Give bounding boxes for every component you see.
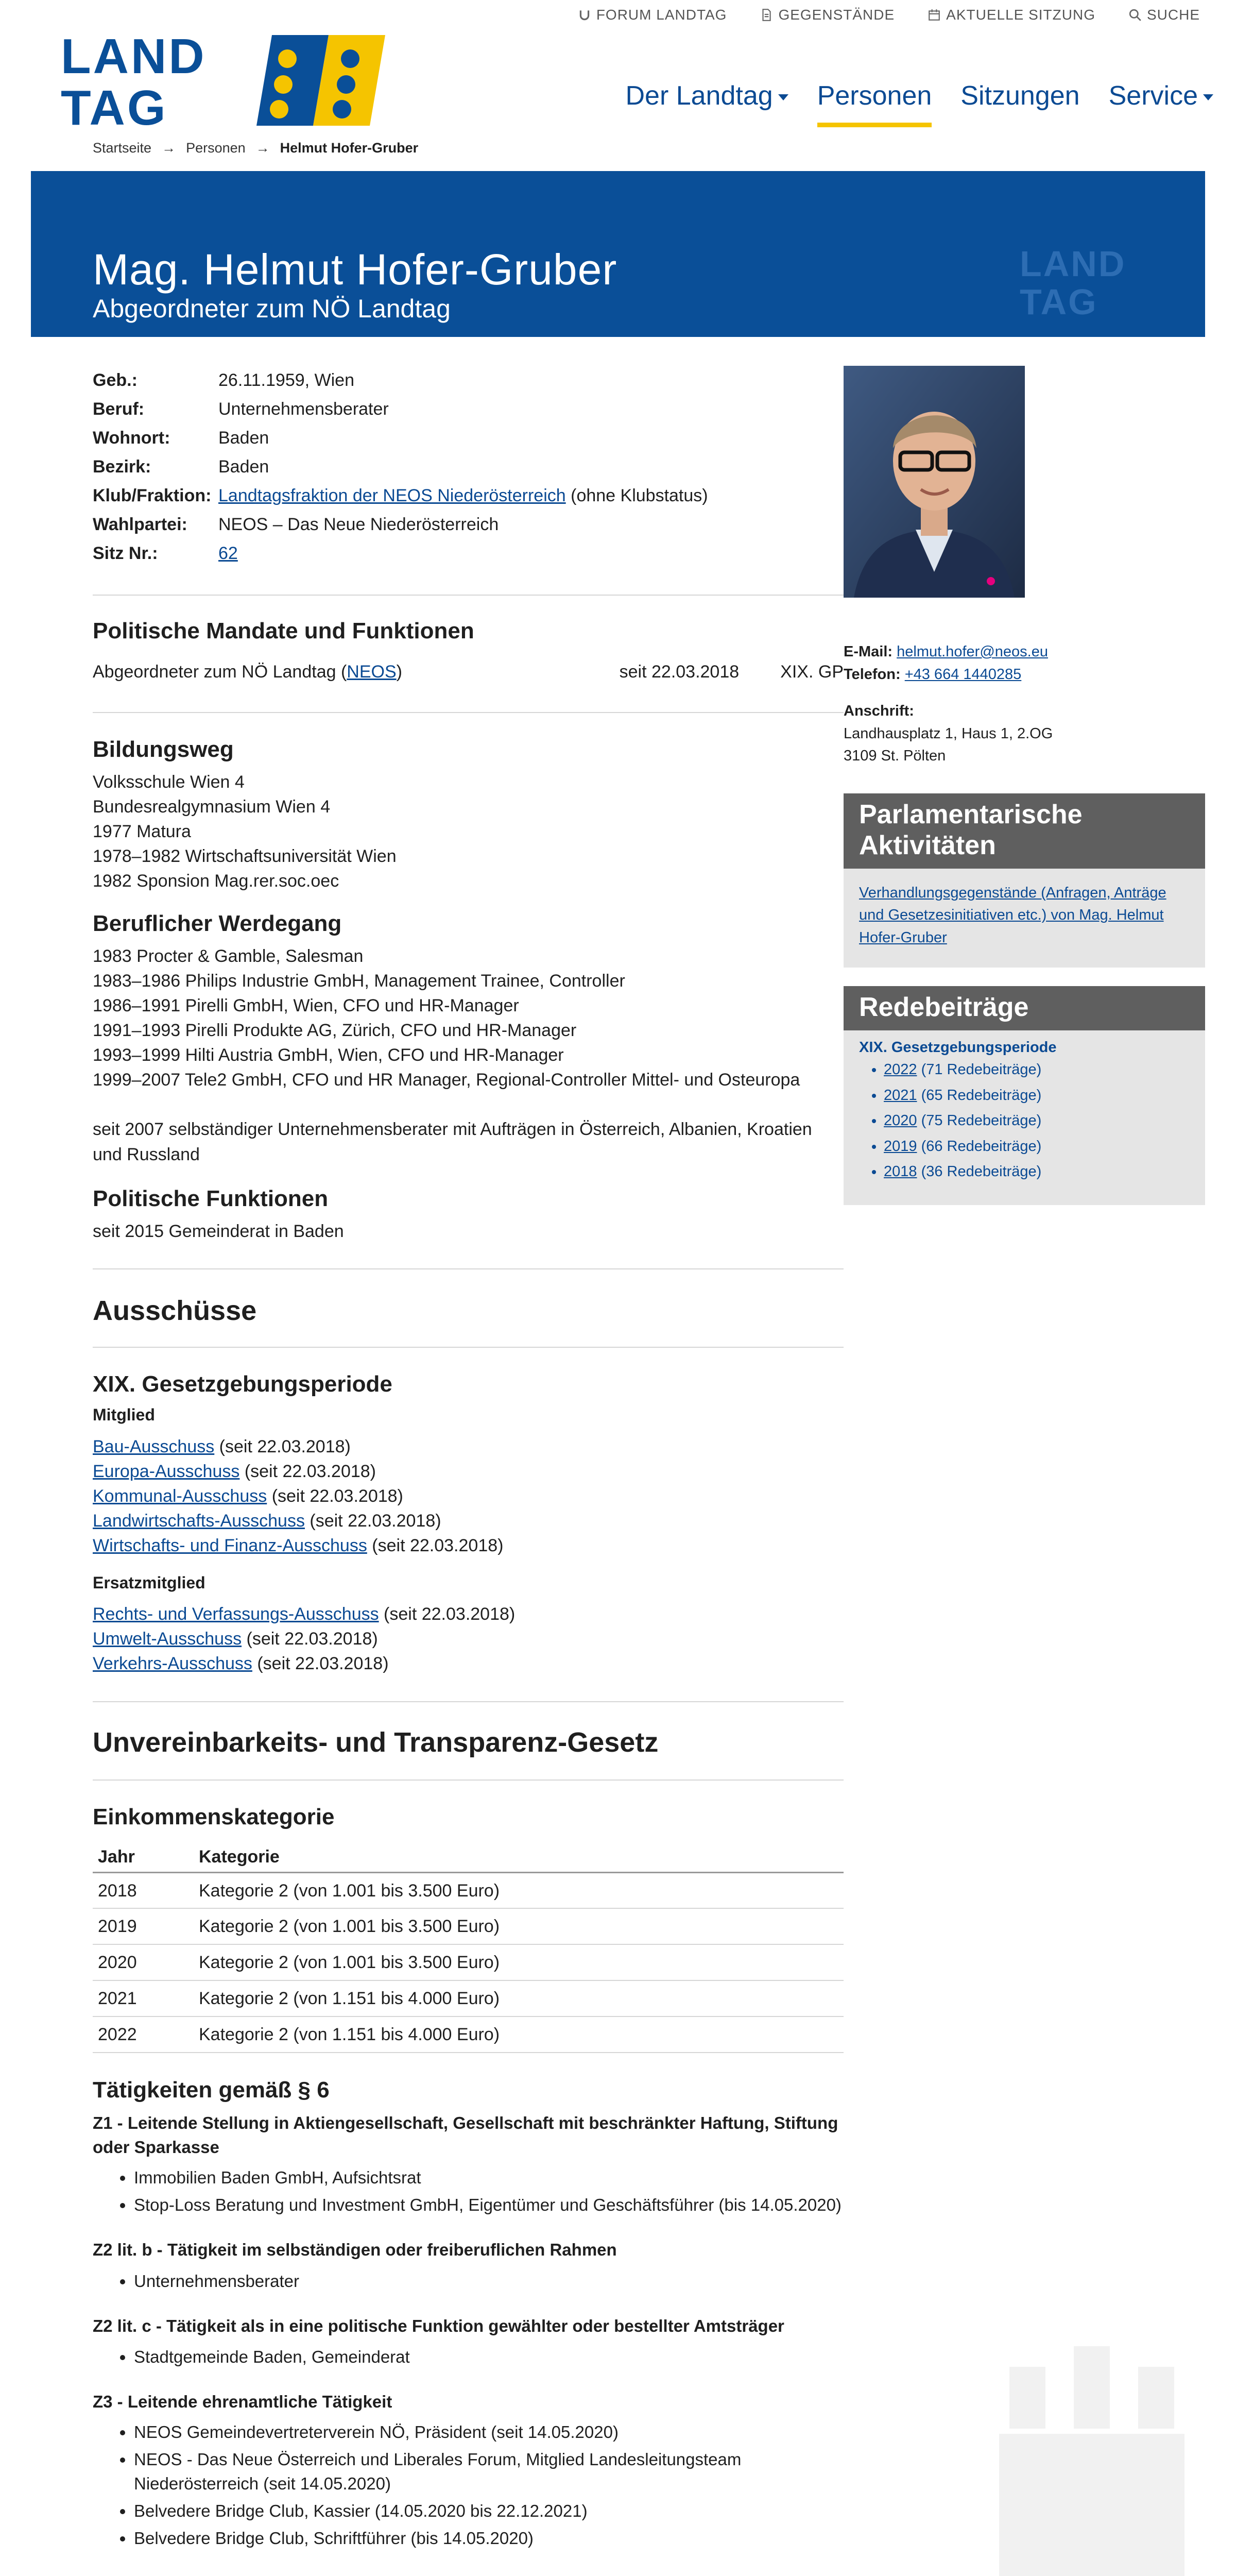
logo-text-tag: TAG: [61, 80, 168, 129]
beruf-heading: Beruflicher Werdegang: [93, 911, 342, 936]
table-row: [93, 1944, 844, 1980]
utility-sitzung-link[interactable]: [928, 5, 1095, 25]
email-label: E-Mail:: [844, 643, 893, 660]
taetigkeiten-section: [93, 2074, 844, 2554]
list-item: 1991–1993 Pirelli Produkte AG, Zürich, CFO und HR-Manager: [93, 1021, 577, 1041]
nav-der-landtag-label: Der Landtag: [625, 81, 773, 111]
mandate-meta: [620, 659, 844, 684]
rede-count: (75 Redebeiträge): [921, 1112, 1042, 1129]
calendar-icon: [928, 8, 941, 22]
profile-value: 26.11.1959, Wien: [218, 370, 354, 390]
ausschuss-since: (seit 22.03.2018): [239, 1461, 376, 1481]
arrow-right-icon: →: [162, 140, 176, 156]
utg-heading: Unvereinbarkeits- und Transparenz-Gesetz: [93, 1727, 659, 1758]
profile-row: [93, 395, 708, 423]
einkommen-heading: Einkommenskategorie: [93, 1804, 335, 1829]
list-item: 1999–2007 Tele2 GmbH, CFO und HR Manager, Regional-Controller Mittel- und Osteuropa: [93, 1070, 800, 1090]
breadcrumb-current: Helmut Hofer-Gruber: [280, 140, 419, 156]
list-item: • Immobilien Baden GmbH, Aufsichtsrat: [134, 2166, 844, 2190]
email-link[interactable]: helmut.hofer@neos.eu: [897, 643, 1048, 660]
table-cell: 2021: [93, 1980, 194, 2016]
profile-label: Bezirk:: [93, 456, 151, 477]
mandate-row: [93, 659, 844, 684]
einkommen-table: [93, 1841, 844, 2053]
list-item: [93, 1626, 844, 1651]
nav-personen[interactable]: [817, 77, 932, 127]
list-item: 1993–1999 Hilti Austria GmbH, Wien, CFO und HR-Manager: [93, 1045, 564, 1065]
utility-sitzung-label: AKTUELLE SITZUNG: [946, 7, 1095, 23]
group-list: [134, 2269, 844, 2294]
ausschuss-link[interactable]: Kommunal-Ausschuss: [93, 1486, 267, 1506]
rede-year-link[interactable]: 2018: [884, 1163, 917, 1180]
ausschuss-since: (seit 22.03.2018): [367, 1535, 504, 1555]
list-item: 1983–1986 Philips Industrie GmbH, Management Trainee, Controller: [93, 971, 625, 991]
page-title: Mag. Helmut Hofer-Gruber: [93, 245, 617, 294]
mandate-section: [93, 615, 844, 685]
watermark-text-tag: TAG: [1020, 282, 1098, 319]
list-item: • Stadtgemeinde Baden, Gemeinderat: [134, 2345, 844, 2369]
list-item: seit 2007 selbständiger Unternehmensberater mit Aufträgen in Österreich, Albanien, Kroatien und Russland: [93, 1120, 812, 1164]
bildung-list: [93, 770, 844, 893]
rede-year-link[interactable]: 2019: [884, 1138, 917, 1155]
portrait-illustration: [844, 366, 1025, 598]
ausschuss-since: (seit 22.03.2018): [242, 1629, 378, 1649]
ausschuss-link[interactable]: Europa-Ausschuss: [93, 1461, 240, 1481]
ausschuss-link[interactable]: Bau-Ausschuss: [93, 1436, 215, 1456]
list-item: [93, 1484, 844, 1509]
ausschuss-since: (seit 22.03.2018): [252, 1654, 389, 1674]
ausschuss-link[interactable]: Wirtschafts- und Finanz-Ausschuss: [93, 1535, 367, 1555]
sitz-link[interactable]: 62: [218, 543, 238, 563]
list-item: Volksschule Wien 4: [93, 772, 245, 792]
utility-gegenstaende-label: GEGENSTÄNDE: [778, 7, 895, 23]
hero-banner: [31, 171, 1205, 337]
polfunk-heading: Politische Funktionen: [93, 1186, 329, 1211]
nav-service-label: Service: [1108, 81, 1198, 111]
list-item: [884, 1084, 1190, 1107]
group-heading: Z2 lit. b - Tätigkeit im selbständigen oder freiberuflichen Rahmen: [93, 2240, 617, 2259]
list-item: 1983 Procter & Gamble, Salesman: [93, 946, 364, 967]
ersatz-heading: Ersatzmitglied: [93, 1573, 205, 1592]
profile-label: Klub/Fraktion:: [93, 485, 212, 505]
nav-sitzungen-label: Sitzungen: [960, 81, 1080, 111]
profile-row: [93, 481, 708, 510]
fraktion-link[interactable]: Landtagsfraktion der NEOS Niederösterreich: [218, 485, 566, 505]
divider: [93, 712, 844, 713]
profile-value: (ohne Klubstatus): [565, 485, 708, 505]
utility-forum-link[interactable]: [578, 5, 727, 25]
mandate-heading: Politische Mandate und Funktionen: [93, 618, 474, 643]
ausschuesse-section: [93, 1291, 844, 1331]
table-cell: 2019: [93, 1908, 194, 1944]
utility-forum-label: FORUM LANDTAG: [596, 7, 727, 23]
table-cell: Kategorie 2 (von 1.001 bis 3.500 Euro): [194, 1944, 844, 1980]
nav-sitzungen[interactable]: [960, 77, 1079, 127]
group-heading: Z3 - Leitende ehrenamtliche Tätigkeit: [93, 2392, 392, 2412]
list-item: 1977 Matura: [93, 822, 191, 842]
utility-search-label: SUCHE: [1146, 7, 1200, 23]
table-header-row: [93, 1841, 844, 1872]
parl-activities-box: [844, 793, 1205, 968]
mandate-label: [93, 659, 402, 684]
utility-gegenstaende-link[interactable]: [760, 5, 895, 25]
chevron-down-icon: [778, 94, 788, 100]
profile-value: Unternehmensberater: [218, 399, 389, 419]
table-row: [93, 1980, 844, 2016]
list-item: • Belvedere Bridge Club, Schriftführer (bis 14.05.2020): [134, 2527, 844, 2551]
rede-count: (36 Redebeiträge): [921, 1163, 1042, 1180]
page-subtitle: Abgeordneter zum NÖ Landtag: [93, 294, 451, 323]
main-nav: [625, 77, 1213, 127]
rede-year-link[interactable]: 2021: [884, 1087, 917, 1104]
list-item: [93, 1533, 844, 1558]
phone-label: Telefon:: [844, 666, 901, 683]
divider: [93, 1347, 844, 1348]
list-item: • Belvedere Bridge Club, Kassier (14.05.2020 bis 22.12.2021): [134, 2499, 844, 2523]
ausschuss-link[interactable]: Umwelt-Ausschuss: [93, 1629, 242, 1649]
table-row: [93, 1872, 844, 1908]
mandate-label-text: Abgeordneter zum NÖ Landtag (: [93, 662, 347, 682]
arrow-right-icon: →: [255, 140, 270, 156]
group-list: [134, 2420, 844, 2550]
einkommen-section: [93, 1801, 844, 2053]
landtag-logo[interactable]: [61, 32, 390, 129]
list-item: • Stop-Loss Beratung und Investment GmbH, Eigentümer und Geschäftsführer (bis 14.05.2020): [134, 2193, 844, 2217]
watermark-text-land: LAND: [1020, 244, 1126, 284]
parl-activities-heading: Parlamentarische Aktivitäten: [844, 793, 1205, 869]
group-list: [134, 2345, 844, 2369]
address-label: Anschrift:: [844, 703, 914, 719]
utility-nav: [578, 0, 1200, 30]
phone-link[interactable]: +43 664 1440285: [904, 666, 1022, 683]
logo-flag: [256, 35, 385, 126]
ausschuss-since: (seit 22.03.2018): [304, 1511, 441, 1531]
profile-value: Baden: [218, 428, 269, 448]
nav-service[interactable]: [1109, 77, 1213, 127]
coat-of-arms-watermark: [978, 2346, 1205, 2576]
nav-personen-label: Personen: [817, 81, 932, 111]
table-cell: Kategorie 2 (von 1.151 bis 4.000 Euro): [194, 1980, 844, 2016]
parl-activities-link[interactable]: Verhandlungsgegenstände (Anfragen, Anträge und Gesetzesinitiativen etc.) von Mag. Helmut Hofer-Gruber: [859, 884, 1166, 946]
portrait-photo: [844, 366, 1025, 598]
list-item: [93, 1434, 844, 1459]
profile-row: [93, 510, 708, 539]
ausschuss-link[interactable]: Rechts- und Verfassungs-Ausschuss: [93, 1604, 379, 1624]
ersatz-list: [93, 1602, 844, 1676]
main-content: [31, 337, 1205, 2576]
list-item: • NEOS Gemeindevertreterverein NÖ, Präsident (seit 14.05.2020): [134, 2420, 844, 2445]
profile-label: Beruf:: [93, 399, 145, 419]
address-block: [844, 700, 1053, 768]
group-list: [134, 2166, 844, 2217]
list-item: seit 2015 Gemeinderat in Baden: [93, 1222, 344, 1242]
redebeitraege-heading: Redebeiträge: [844, 986, 1205, 1030]
horseshoe-icon: [578, 8, 591, 22]
redebeitraege-list: [884, 1059, 1190, 1183]
logo-text-land: LAND: [61, 32, 207, 84]
neos-link[interactable]: NEOS: [347, 662, 397, 682]
list-item: 1982 Sponsion Mag.rer.soc.oec: [93, 871, 339, 891]
divider: [93, 1701, 844, 1702]
profile-label: Wahlpartei:: [93, 514, 187, 534]
list-item: • NEOS - Das Neue Österreich und Liberales Forum, Mitglied Landesleitungsteam Niederösterreich (seit 14.05.2020): [134, 2448, 844, 2496]
table-cell: 2018: [93, 1872, 194, 1908]
landtag-watermark-logo: [1020, 242, 1174, 319]
column-header: Kategorie: [194, 1841, 844, 1872]
profile-value: NEOS – Das Neue Niederösterreich: [218, 514, 499, 534]
phone-row: [844, 664, 1053, 686]
list-item: [93, 1602, 844, 1626]
beruf-section: [93, 908, 844, 1166]
bildung-section: [93, 734, 844, 893]
address-line: Landhausplatz 1, Haus 1, 2.OG: [844, 725, 1053, 742]
ausschuesse-list-section: [93, 1368, 844, 1676]
list-item: [93, 1459, 844, 1484]
beruf-list: [93, 944, 844, 1166]
divider: [93, 1780, 844, 1781]
parl-activities-body: [844, 869, 1205, 968]
table-cell: 2022: [93, 2016, 194, 2053]
rede-count: (65 Redebeiträge): [921, 1087, 1042, 1104]
chevron-down-icon: [1203, 94, 1213, 100]
ausschuesse-heading: Ausschüsse: [93, 1295, 257, 1326]
group-heading: Z2 lit. c - Tätigkeit als in eine politische Funktion gewählter oder bestellter Amtsträger: [93, 2316, 784, 2335]
list-item: • Unternehmensberater: [134, 2269, 844, 2294]
taetigkeiten-heading: Tätigkeiten gemäß § 6: [93, 2077, 330, 2103]
period-heading: XIX. Gesetzgebungsperiode: [93, 1371, 392, 1397]
redebeitraege-body: [844, 1030, 1205, 1205]
redebeitraege-box: [844, 986, 1205, 1205]
mandate-gp: XIX. GP: [780, 662, 844, 682]
list-item: [884, 1161, 1190, 1183]
utg-section: [93, 1723, 844, 1762]
list-item: Bundesrealgymnasium Wien 4: [93, 797, 331, 817]
list-item: [884, 1059, 1190, 1081]
breadcrumb: [93, 138, 418, 158]
rede-year-link[interactable]: 2022: [884, 1061, 917, 1078]
rede-year-link[interactable]: 2020: [884, 1112, 917, 1129]
divider: [93, 1268, 844, 1269]
profile-value: Baden: [218, 456, 269, 477]
bildung-heading: Bildungsweg: [93, 737, 234, 762]
search-icon: [1128, 8, 1142, 22]
table-cell: Kategorie 2 (von 1.001 bis 3.500 Euro): [194, 1872, 844, 1908]
email-row: [844, 641, 1053, 664]
list-item: [93, 1651, 844, 1676]
breadcrumb-home[interactable]: Startseite: [93, 140, 152, 156]
profile-label: Geb.:: [93, 370, 138, 390]
rede-count: (71 Redebeiträge): [921, 1061, 1042, 1078]
ausschuss-link[interactable]: Landwirtschafts-Ausschuss: [93, 1511, 305, 1531]
profile-row: [93, 366, 708, 395]
table-cell: Kategorie 2 (von 1.151 bis 4.000 Euro): [194, 2016, 844, 2053]
mandate-label-close: ): [396, 662, 402, 682]
column-header: Jahr: [93, 1841, 194, 1872]
profile-row: [93, 423, 708, 452]
contact-block: [844, 641, 1053, 768]
ausschuss-link[interactable]: Verkehrs-Ausschuss: [93, 1654, 252, 1674]
mitglied-list: [93, 1434, 844, 1558]
profile-label: Sitz Nr.:: [93, 543, 158, 563]
divider: [93, 595, 844, 596]
utility-search-link[interactable]: [1128, 5, 1200, 25]
list-item: 1986–1991 Pirelli GmbH, Wien, CFO und HR-Manager: [93, 996, 519, 1016]
table-cell: 2020: [93, 1944, 194, 1980]
document-icon: [760, 8, 773, 22]
profile-table: [93, 366, 708, 568]
list-item: 1978–1982 Wirtschaftsuniversität Wien: [93, 846, 397, 867]
profile-row: [93, 452, 708, 481]
table-cell: Kategorie 2 (von 1.001 bis 3.500 Euro): [194, 1908, 844, 1944]
list-item: [93, 1509, 844, 1533]
profile-label: Wohnort:: [93, 428, 170, 448]
list-item: [884, 1110, 1190, 1132]
address-line: 3109 St. Pölten: [844, 748, 946, 764]
breadcrumb-personen[interactable]: Personen: [186, 140, 246, 156]
mitglied-heading: Mitglied: [93, 1405, 155, 1425]
ausschuss-since: (seit 22.03.2018): [379, 1604, 516, 1624]
polfunk-list: [93, 1219, 844, 1244]
rede-count: (66 Redebeiträge): [921, 1138, 1042, 1155]
table-row: [93, 1908, 844, 1944]
profile-row: [93, 539, 708, 568]
polfunk-section: [93, 1183, 844, 1244]
ausschuss-since: (seit 22.03.2018): [214, 1436, 351, 1456]
list-item: [884, 1136, 1190, 1158]
table-row: [93, 2016, 844, 2053]
redebeitraege-period: XIX. Gesetzgebungsperiode: [859, 1039, 1057, 1056]
ausschuss-since: (seit 22.03.2018): [267, 1486, 403, 1506]
mandate-since: seit 22.03.2018: [619, 662, 740, 682]
nav-der-landtag[interactable]: [625, 77, 788, 127]
group-heading: Z1 - Leitende Stellung in Aktiengesellschaft, Gesellschaft mit beschränkter Haftung, Stiftung oder Sparkasse: [93, 2113, 838, 2157]
